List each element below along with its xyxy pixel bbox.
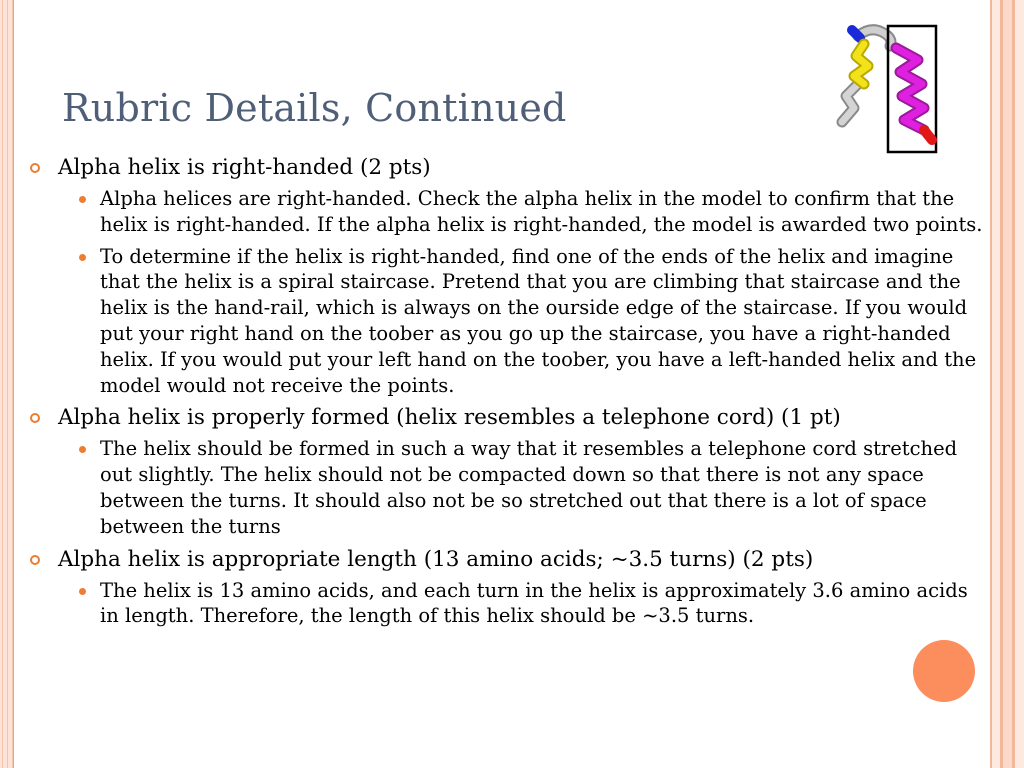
rubric-item-text: Alpha helix is right-handed (2 pts) — [58, 155, 431, 180]
decorative-orange-circle — [913, 640, 975, 702]
helix-model-image — [830, 22, 940, 158]
sub-item: To determine if the helix is right-handed, find one of the ends of the helix and imagine that the helix is a spiral staircase. Pretend that you are climbing that staircase and the helix is the hand-rail, which is always on the ourside edge of the staircase. If you would put your right hand on the toober as you go up the staircase, you have a right-handed helix. If you would put your left hand on the toober, you have a left-handed helix and the model would not receive the points. — [58, 244, 992, 399]
rubric-item-text: Alpha helix is appropriate length (13 amino acids; ~3.5 turns) (2 pts) — [58, 546, 814, 572]
rubric-item-text: Alpha helix is properly formed (helix resembles a telephone cord) (1 pt) — [58, 405, 841, 431]
sub-list — [58, 436, 992, 539]
rubric-list — [28, 154, 992, 635]
sub-list — [58, 578, 992, 630]
rubric-item-length — [28, 546, 992, 630]
sub-item: The helix is 13 amino acids, and each turn in the helix is approximately 3.6 amino acids in length. Therefore, the length of this helix should be ~3.5 turns. — [58, 578, 992, 630]
rubric-item-right-handed — [28, 154, 992, 398]
sub-list — [58, 186, 992, 398]
sub-item: The helix should be formed in such a way that it resembles a telephone cord stretched out slightly. The helix should not be compacted down so that there is not any space between the turns. It should also not be so stretched out that there is a lot of space between the turns — [58, 436, 992, 539]
rubric-item-properly-formed — [28, 404, 992, 539]
slide-title: Rubric Details, Continued — [62, 86, 567, 130]
left-decorative-border — [0, 0, 14, 768]
sub-item: Alpha helices are right-handed. Check the alpha helix in the model to confirm that the helix is right-handed. If the alpha helix is right-handed, the model is awarded two points. — [58, 186, 992, 238]
